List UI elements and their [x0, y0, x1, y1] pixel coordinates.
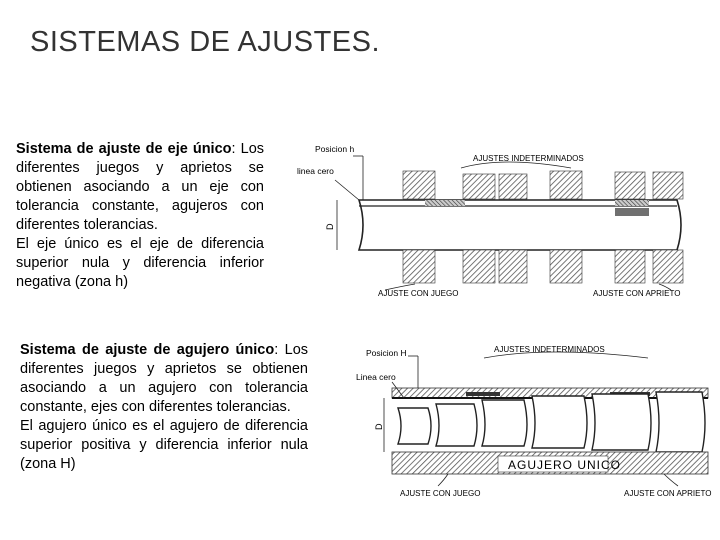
- tolerance-zone: [615, 208, 649, 216]
- shaft: [398, 408, 431, 444]
- shaft: [359, 200, 681, 250]
- section-agujero-unico-heading: Sistema de ajuste de agujero único: [20, 342, 275, 358]
- label-undetermined-fits: AJUSTES INDETERMINADOS: [473, 154, 584, 163]
- section-agujero-unico: [20, 341, 308, 474]
- section-eje-unico-heading: Sistema de ajuste de eje único: [16, 141, 232, 157]
- shaft: [482, 400, 527, 446]
- diagram-eje-unico: [275, 138, 718, 308]
- hole-block: [463, 174, 495, 199]
- section-eje-unico-paragraph-2: El eje único es el eje de diferencia superior nula y diferencia inferior negativa (zona h): [16, 236, 264, 290]
- slide-title: SISTEMAS DE AJUSTES.: [30, 26, 381, 58]
- hole-block: [550, 171, 582, 199]
- diagram-agujero-unico: [348, 334, 720, 504]
- label-interference-fit: AJUSTE CON APRIETO: [624, 489, 712, 498]
- section-agujero-unico-paragraph-2: El agujero único es el agujero de diferencia superior positiva y diferencia inferior nula (zona H): [20, 418, 308, 472]
- tolerance-zone: [615, 200, 649, 206]
- tolerance-zone: [425, 200, 465, 206]
- section-eje-unico: [16, 140, 264, 292]
- hole-block: [653, 172, 683, 199]
- label-undetermined-fits: AJUSTES INDETERMINADOS: [494, 345, 605, 354]
- section-agujero-unico-text: [20, 341, 308, 417]
- diagram-eje-unico-svg: [275, 138, 718, 308]
- top-border: [0, 0, 720, 8]
- hole-block: [403, 171, 435, 199]
- label-interference-fit: AJUSTE CON APRIETO: [593, 289, 681, 298]
- heading-colon: :: [231, 141, 236, 157]
- hole-block: [463, 250, 495, 283]
- shaft: [436, 404, 477, 446]
- diagram-agujero-unico-svg: [348, 334, 720, 504]
- hole-block: [403, 250, 435, 283]
- hole-block: [499, 250, 527, 283]
- label-clearance-fit: AJUSTE CON JUEGO: [400, 489, 481, 498]
- hole-block: [550, 250, 582, 283]
- hole-block: [653, 250, 683, 283]
- tolerance-zone: [466, 392, 500, 396]
- shaft: [592, 394, 651, 450]
- label-position-h: Posicion h: [315, 144, 355, 154]
- heading-colon: :: [274, 342, 279, 358]
- section-agujero-unico-paragraph-1: Los diferentes juegos y aprietos se obtienen asociando a un agujero con tolerancia constante, ejes con diferentes tolerancias.: [20, 342, 309, 415]
- shaft: [532, 396, 587, 448]
- hole-block: [615, 172, 645, 199]
- section-eje-unico-text: [16, 140, 264, 235]
- label-clearance-fit: AJUSTE CON JUEGO: [378, 289, 459, 298]
- shaft: [656, 392, 705, 452]
- label-diameter: D: [374, 423, 384, 430]
- label-diameter: D: [325, 223, 335, 230]
- section-eje-unico-paragraph-1: Los diferentes juegos y aprietos se obtienen asociando a un eje con tolerancia constante, agujeros con diferentes tolerancias.: [16, 141, 265, 233]
- hole-block: [499, 174, 527, 199]
- label-hole-basis: AGUJERO UNICO: [508, 458, 622, 472]
- hole-block: [615, 250, 645, 283]
- label-position-H: Posicion H: [366, 348, 407, 358]
- label-zero-line: linea cero: [297, 166, 334, 176]
- label-zero-line: Linea cero: [356, 372, 396, 382]
